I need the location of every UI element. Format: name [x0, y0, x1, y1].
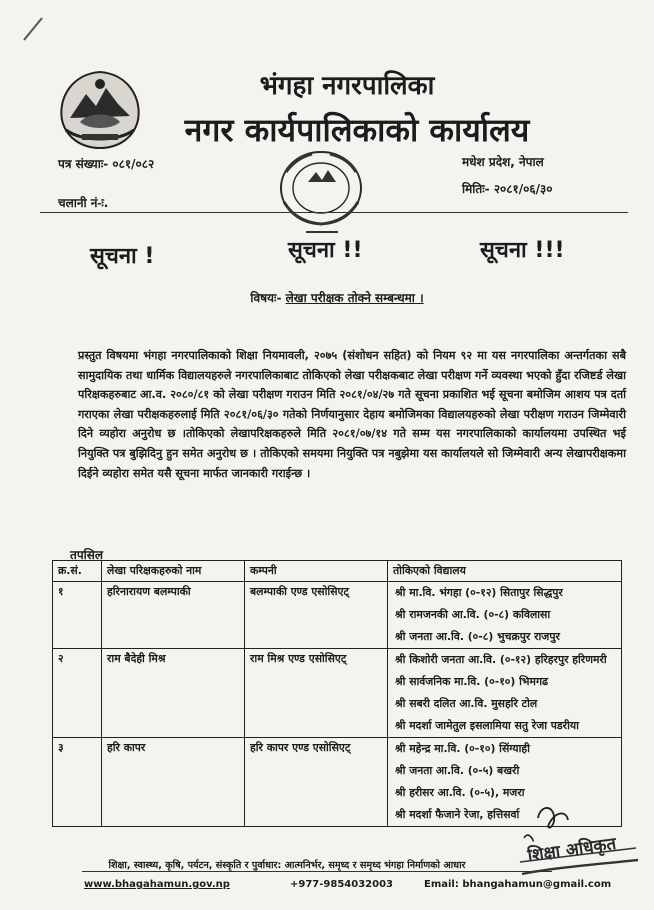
column-header-auditor: लेखा परिक्षकहरुको नाम — [102, 561, 245, 582]
auditor-name: हरिनारायण बलम्पाकी — [102, 582, 245, 649]
table-row — [53, 649, 622, 738]
footer-divider — [82, 871, 552, 872]
notice-body: प्रस्तुत विषयमा भंगहा नगरपालिकाको शिक्षा नियमावली, २०७५ (संशोधन सहित) को नियम ९२ मा यस नगरपालिका अन्तर्गतका सबै सामुदायिक तथा धार्मिक विद्यालयहरुले नगरपालिकाबाट तोकिएको लेखा परीक्षकबाट लेखा परीक्षण गर्ने व्यवस्था भएको हुँदा रजिष्टर्ड लेखा परिक्षकहरुबाट आ.व. २०८०/८१ को लेखा परीक्षण गराउन मिति २०८१/०४/२७ गते सूचना प्रकाशित भई सूचना बमोजिम आशय पत्र दर्ता गराएका लेखा परीक्षकहरुलाई मिति २०८१/०६/३० गतेको निर्णयानुसार देहाय बमोजिमका विद्यालयहरुको लेखा परीक्षण गराउन जिम्मेवारी दिने व्यहोरा अनुरोध छ ।तोकिएको लेखापरिक्षकहरुले मिति २०८१/०७/१४ गते सम्म यस नगरपालिकाको कार्यालयमा उपस्थित भई नियुक्ति पत्र बुझिदिनु हुन समेत अनुरोध छ । तोकिएको समयमा नियुक्ति पत्र नबुझेमा यस कार्यालयले सो जिम्मेवारी अन्य लेखापरीक्षकमा दिईने व्यहोरा समेत यसै सूचना मार्फत जानकारी गराईन्छ । — [78, 349, 626, 480]
school-item: श्री मदर्शा फैजाने रेजा, हत्तिसर्वा — [395, 808, 520, 821]
subject-prefix: विषयः- — [250, 291, 282, 305]
company-name: हरि कापर एण्ड एसोसिएट् — [245, 738, 388, 827]
company-name: राम मिश्र एण्ड एसोसिएट् — [245, 649, 388, 738]
assigned-schools — [388, 649, 622, 738]
school-item: श्री जनता आ.वि. (०-८) भुचक्रपुर राजपुर — [395, 630, 560, 643]
issue-date: मितिः- २०८१/०६/३० — [462, 182, 553, 196]
reference-number: पत्र संख्याः- ०८१/०८२ — [58, 157, 155, 171]
header-divider — [40, 212, 628, 213]
province-label: मधेश प्रदेश, नेपाल — [462, 155, 544, 169]
auditor-assignment-table — [52, 560, 622, 827]
auditor-name: राम बैदेही मिश्र — [102, 649, 245, 738]
subject-text: लेखा परीक्षक तोक्ने सम्बन्धमा । — [285, 291, 424, 305]
notice-label-3: सूचना !!! — [480, 238, 565, 263]
dispatch-number: चलानी नं-ः. — [58, 196, 109, 210]
auditor-name: हरि कापर — [102, 738, 245, 827]
school-item: श्री मदर्शा जामेतुल इसलामिया सतु रेजा पडरीया — [395, 719, 579, 732]
phone-number: +977-9854032003 — [290, 879, 393, 890]
pen-stroke-mark — [18, 14, 48, 44]
column-header-company: कम्पनी — [245, 561, 388, 582]
column-header-serial: क्र.सं. — [53, 561, 102, 582]
notice-label-2: सूचना !! — [288, 238, 363, 263]
column-header-school: तोकिएको विद्यालय — [388, 561, 622, 582]
assigned-schools — [388, 582, 622, 649]
table-header-row — [53, 561, 622, 582]
website-link[interactable]: www.bhagahamun.gov.np — [84, 879, 230, 890]
company-name: बलम्पाकी एण्ड एसोसिएट् — [245, 582, 388, 649]
email-address[interactable]: Email: bhangahamun@gmail.com — [424, 879, 612, 890]
school-item: श्री रामजनकी आ.वि. (०-८) कविलासा — [395, 608, 551, 621]
municipality-name: भंगहा नगरपालिका — [259, 71, 435, 101]
school-item: श्री महेन्द्र मा.वि. (०-१०) सिंग्याही — [395, 742, 530, 755]
school-item: श्री हरीसर आ.वि. (०-५), मजरा — [395, 786, 525, 799]
notice-label-1: सूचना ! — [90, 244, 155, 269]
subject-line — [0, 289, 654, 306]
office-seal-stamp — [266, 142, 376, 238]
details-label: तपसिल — [70, 548, 104, 562]
footer-tagline: शिक्षा, स्वास्थ्य, कृषि, पर्यटन, संस्कृति र पुर्वाधार: आत्मनिर्भर, समृध्द र समृध्द भंगहा निर्माणको आधार — [108, 860, 466, 871]
school-item: श्री किशोरी जनता आ.वि. (०-१२) हरिहरपुर हरिणमरी — [395, 653, 607, 666]
school-item: श्री जनता आ.वि. (०-५) बखरी — [395, 764, 520, 777]
serial-number: ३ — [53, 738, 102, 827]
signature-stamp-text: शिक्षा अधिकृत — [526, 833, 618, 867]
school-item: श्री सबरी दलित आ.वि. मुसहरि टोल — [395, 697, 538, 710]
school-item: श्री मा.वि. भंगहा (०-१२) सितापुर सिद्धपुर — [395, 586, 563, 599]
serial-number: १ — [53, 582, 102, 649]
school-item: श्री सार्वजनिक मा.वि. (०-१०) भिमगढ — [395, 675, 549, 688]
table-row — [53, 582, 622, 649]
office-name: नगर कार्यपालिकाको कार्यालय — [184, 111, 530, 149]
serial-number: २ — [53, 649, 102, 738]
